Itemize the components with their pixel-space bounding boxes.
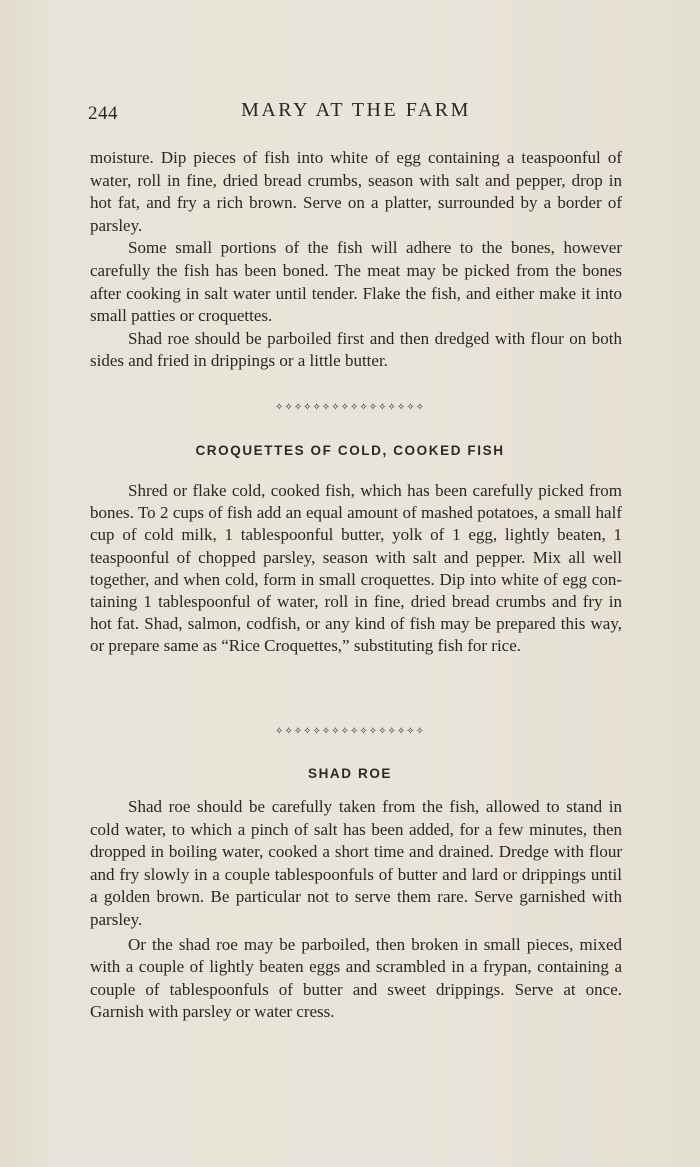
ornament-divider: ✧✧✧✧✧✧✧✧✧✧✧✧✧✧✧✧ bbox=[274, 726, 426, 737]
ornament-divider: ✧✧✧✧✧✧✧✧✧✧✧✧✧✧✧✧ bbox=[274, 402, 426, 413]
page-header bbox=[88, 99, 624, 129]
section-heading-croquettes: CROQUETTES OF COLD, COOKED FISH bbox=[195, 443, 505, 458]
section-shad-roe bbox=[90, 796, 622, 1024]
paragraph: Some small portions of the fish will adhere to the bones, however carefully the fish has been boned. The meat may be picked from the bones after cooking in salt water until tender. Flake the fish, and either make it into small patties or croquettes. bbox=[90, 238, 622, 326]
section-croquettes bbox=[90, 480, 622, 658]
paragraph: Shred or flake cold, cooked fish, which has been carefully picked from bones. To 2 cups of fish add an equal amount of mashed potatoes, a small half cup of cold milk, 1 tablespoonful butter, yolk of 1 egg, lightly beaten, 1 teaspoonful of chopped parsley, season with salt and pepper. Mix all well together, and when cold, form in small croquettes. Dip into white of egg containing 1 tablespoonful of water, roll in fine, dried bread crumbs and fry in hot fat. Shad, salmon, codfish, or any kind of fish may be prepared this way, or prepare same as “Rice Croquettes,” substituting fish for rice. bbox=[90, 481, 622, 656]
section-fish-preparation bbox=[90, 147, 622, 373]
page-number: 244 bbox=[88, 103, 118, 124]
paragraph: Shad roe should be parboiled first and then dredged with flour on both sides and fried in drippings or a little butter. bbox=[90, 328, 622, 371]
paragraph: moisture. Dip pieces of fish into white of egg containing a teaspoonful of water, roll in fine, dried bread crumbs, season with salt and pepper, drop in hot fat, and fry a rich brown. Serve on a platter, surrounded by a border of parsley. bbox=[90, 148, 622, 235]
running-title: MARY AT THE FARM bbox=[241, 99, 471, 121]
paragraph: Shad roe should be carefully taken from the fish, allowed to stand in cold water, to which a pinch of salt has been added, for a few minutes, then dropped in boiling water, cooked a short time and drained. Dredge with flour and fry slowly in a couple tablespoonfuls of butter and lard or drippings until a golden brown. Be particular not to serve them rare. Serve garnished with parsley. bbox=[90, 797, 622, 929]
section-heading-shad-roe: SHAD ROE bbox=[307, 766, 393, 781]
paragraph: Or the shad roe may be parboiled, then broken in small pieces, mixed with a couple of lightly beaten eggs and scrambled in a frypan, containing a couple of tablespoonfuls of butter and sweet drippings. Serve at once. Garnish with parsley or water cress. bbox=[90, 934, 622, 1022]
